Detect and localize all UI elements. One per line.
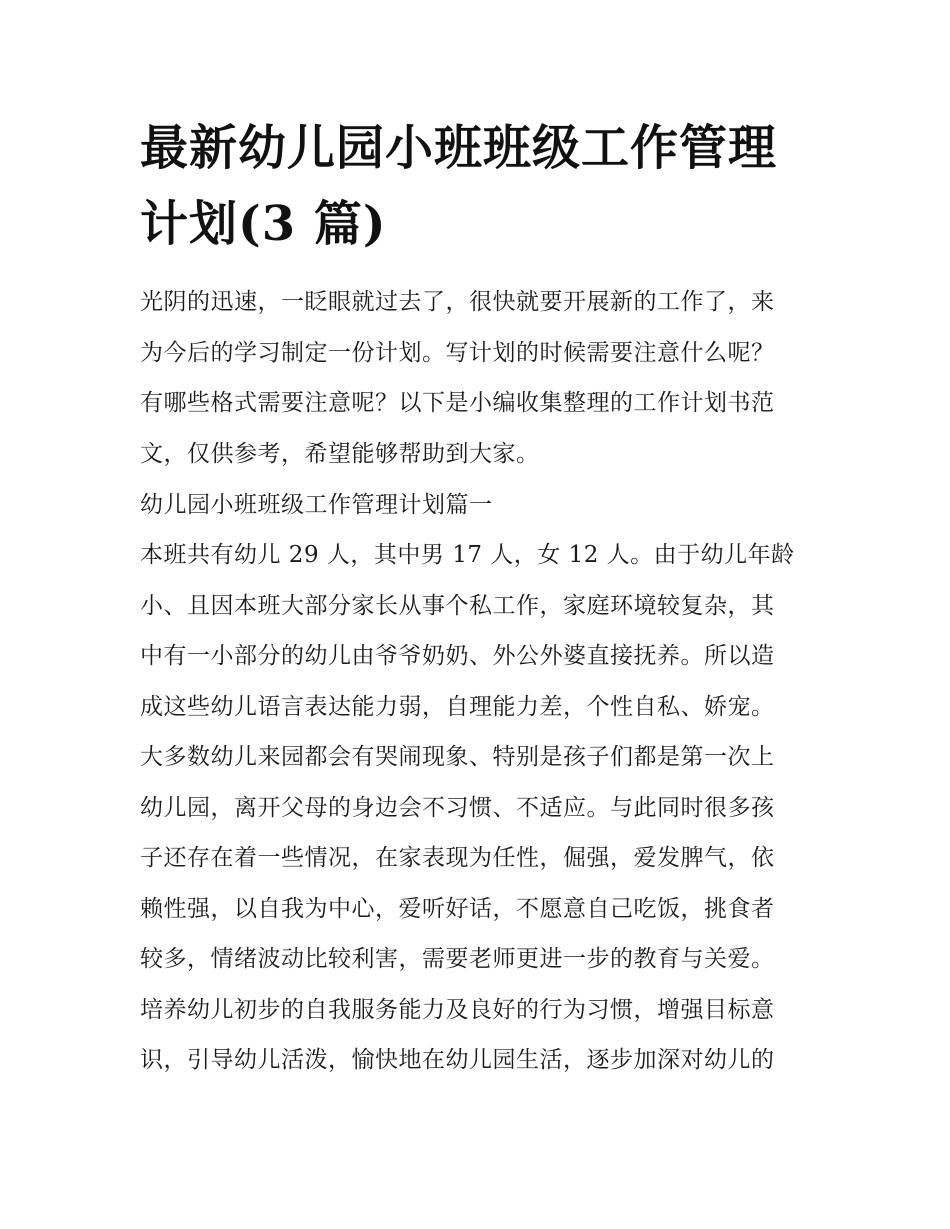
body-paragraph (140, 530, 820, 1086)
section-heading-text: 幼儿园小班班级工作管理计划篇一 (140, 492, 493, 518)
text-line: 成这些幼儿语言表达能力弱，自理能力差，个性自私、娇宠。 (140, 693, 775, 720)
intro-paragraph (140, 277, 820, 479)
text-line: 识，引导幼儿活泼，愉快地在幼儿园生活，逐步加深对幼儿的 (140, 1047, 775, 1073)
text-line: 子还存在着一些情况，在家表现为任性，倔强，爱发脾气，依 (140, 845, 775, 871)
text-line: 中有一小部分的幼儿由爷爷奶奶、外公外婆直接抚养。所以造 (140, 643, 775, 669)
text-line: 赖性强，以自我为中心，爱听好话，不愿意自己吃饭，挑食者 (140, 895, 775, 922)
text-line: 幼儿园，离开父母的身边会不习惯、不适应。与此同时很多孩 (140, 794, 775, 821)
title-line: 最新幼儿园小班班级工作管理 (140, 120, 778, 176)
text-line: 光阴的迅速，一眨眼就过去了，很快就要开展新的工作了，来 (140, 289, 775, 315)
document-title (140, 110, 820, 262)
text-line: 小、且因本班大部分家长从事个私工作，家庭环境较复杂，其 (140, 592, 775, 619)
text-line: 本班共有幼儿 29 人，其中男 17 人，女 12 人。由于幼儿年龄 (140, 542, 795, 568)
text-line: 大多数幼儿来园都会有哭闹现象、特别是孩子们都是第一次上 (140, 744, 775, 770)
text-line: 培养幼儿初步的自我服务能力及良好的行为习惯，增强目标意 (140, 996, 775, 1023)
section-heading (140, 480, 820, 531)
text-line: 较多，情绪波动比较利害，需要老师更进一步的教育与关爱。 (140, 946, 775, 972)
text-line: 有哪些格式需要注意呢？以下是小编收集整理的工作计划书范 (140, 390, 775, 416)
text-line: 为今后的学习制定一份计划。写计划的时候需要注意什么呢？ (140, 339, 775, 366)
title-line: 计划(3 篇) (140, 196, 387, 252)
text-line: 文，仅供参考，希望能够帮助到大家。 (140, 440, 540, 467)
